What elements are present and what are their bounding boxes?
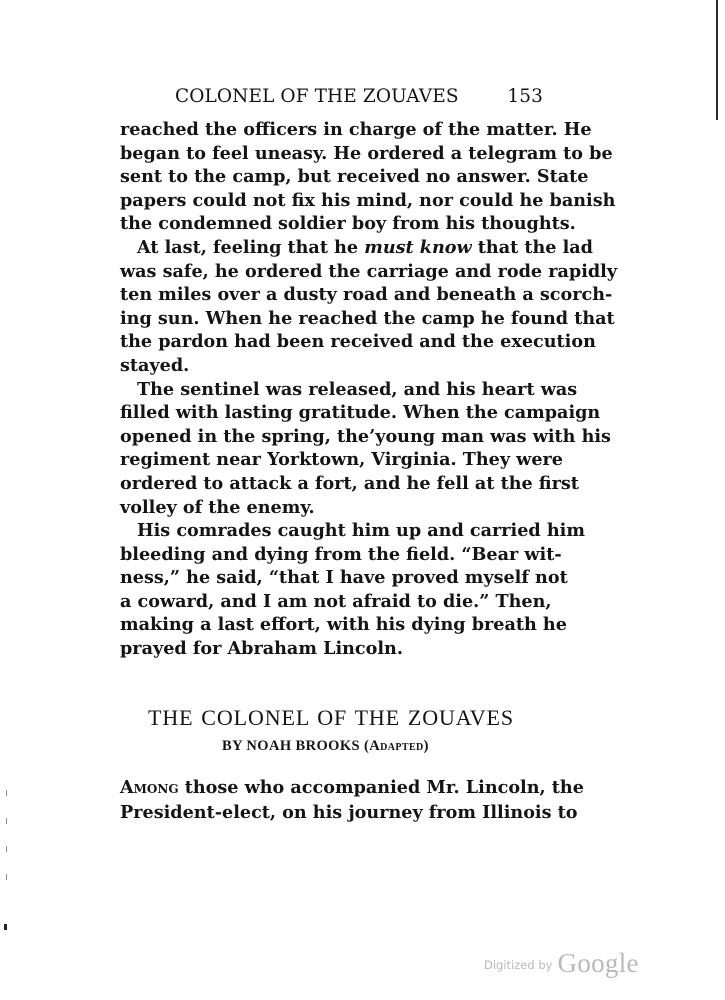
body-line: ness,” he said, “that I have proved myself not xyxy=(120,567,568,589)
digitized-watermark xyxy=(484,948,639,979)
body-line: reached the officers in charge of the matter. He xyxy=(120,119,592,140)
intro-text xyxy=(120,775,584,825)
watermark-digitized-by: Digitized by xyxy=(484,958,553,972)
body-line: ing sun. When he reached the camp he found that xyxy=(120,307,615,329)
margin-dots xyxy=(6,790,8,990)
body-line: a coward, and I am not afraid to die.” Then, xyxy=(120,590,552,612)
body-line: the condemned soldier boy from his thoughts. xyxy=(120,213,576,235)
text-run: those who accompanied Mr. Lincoln, the xyxy=(178,777,584,798)
body-line: opened in the spring, the’young man was with his xyxy=(120,425,611,447)
byline-note: (Adapted) xyxy=(364,738,429,754)
margin-dot xyxy=(6,874,7,880)
emphasis-must-know: must know xyxy=(364,236,472,258)
body-text xyxy=(120,118,618,661)
body-line: His comrades caught him up and carried him xyxy=(137,520,585,542)
margin-tick xyxy=(4,924,7,930)
drop-word: Among xyxy=(120,777,179,798)
body-line: making a last effort, with his dying breath he xyxy=(120,614,567,636)
body-line: filled with lasting gratitude. When the campaign xyxy=(120,402,601,424)
running-title: COLONEL OF THE ZOUAVES xyxy=(175,86,459,107)
body-line: sent to the camp, but received no answer. State xyxy=(120,166,589,188)
intro-line: President-elect, on his journey from Illinois to xyxy=(120,802,578,823)
body-line: the pardon had been received and the execution xyxy=(120,331,596,353)
body-line: regiment near Yorktown, Virginia. They were xyxy=(120,449,563,471)
body-line: papers could not fix his mind, nor could he banish xyxy=(120,189,616,211)
margin-dot xyxy=(6,790,7,796)
page-edge-rule xyxy=(716,0,718,120)
body-line: began to feel uneasy. He ordered a telegram to be xyxy=(120,142,613,164)
margin-dot xyxy=(6,818,7,824)
body-line xyxy=(120,236,593,260)
body-line: The sentinel was released, and his heart was xyxy=(137,378,578,400)
margin-dot xyxy=(6,846,7,852)
watermark-brand: Google xyxy=(557,948,639,978)
body-line: ten miles over a dusty road and beneath a scorch- xyxy=(120,284,613,306)
running-header xyxy=(175,86,543,116)
body-line: stayed. xyxy=(120,354,190,376)
body-line: ordered to attack a fort, and he fell at the first xyxy=(120,472,579,494)
body-line: prayed for Abraham Lincoln. xyxy=(120,638,403,660)
text-run: that the lad xyxy=(477,236,593,258)
text-run: At last, feeling that he xyxy=(137,236,359,258)
body-line: volley of the enemy. xyxy=(120,496,315,518)
page-number: 153 xyxy=(507,86,543,107)
body-line: bleeding and dying from the field. “Bear wit- xyxy=(120,543,562,565)
byline xyxy=(222,738,429,755)
body-line: was safe, he ordered the carriage and rode rapidly xyxy=(120,260,618,282)
section-title: THE COLONEL OF THE ZOUAVES xyxy=(148,705,514,730)
byline-author: BY NOAH BROOKS xyxy=(222,738,360,754)
intro-line xyxy=(120,775,584,800)
